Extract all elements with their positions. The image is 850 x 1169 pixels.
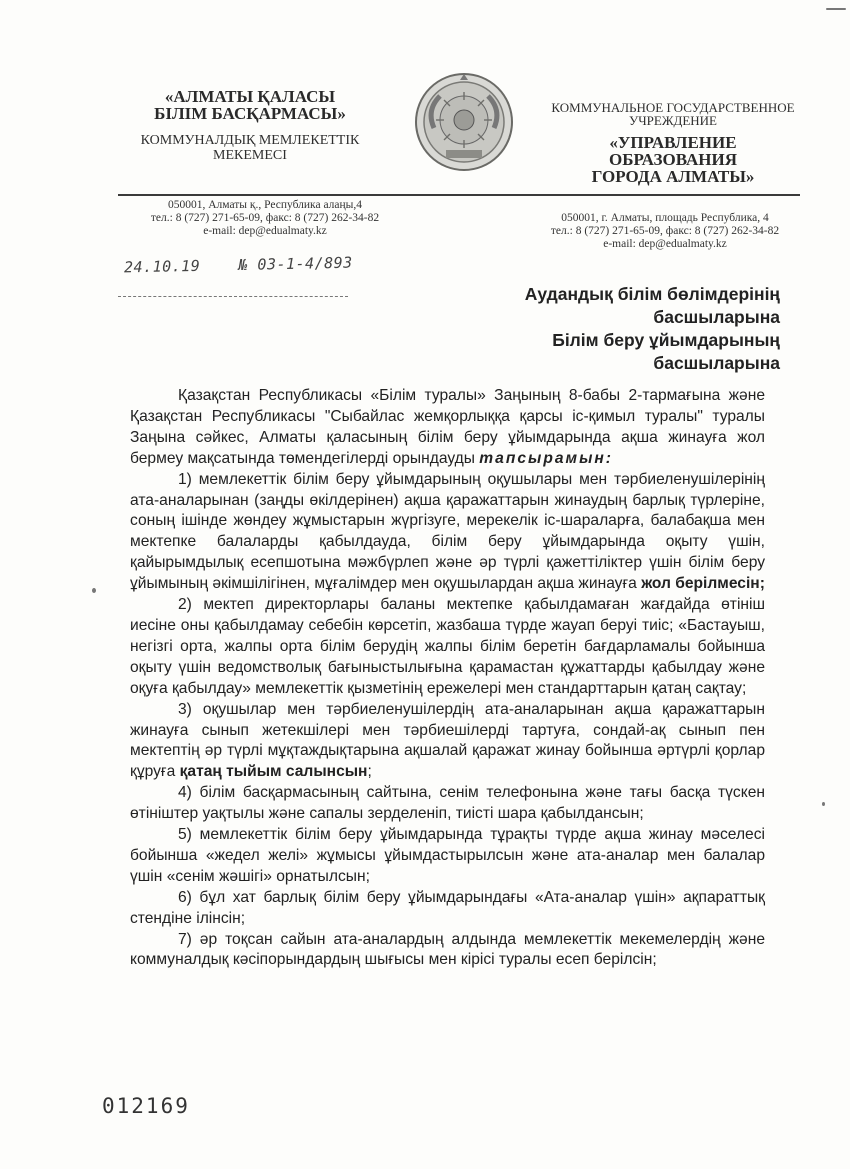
list-item-1 (130, 470, 765, 595)
registration-number: № 03-1-4/893 (238, 253, 353, 274)
list-item-2-text: 2) мектеп директорлары баланы мектепке қабылдамаған жағдайда өтініш иесіне оны қабылдамау себебін көрсетіп, жазбаша түрде жауап беруі тиіс; «Бастауыш, негізгі орта, жалпы орта білім берудің жалпы білім беретін бағдарламалы бойынша оқыту үшін ведомстволық бағыныстылығына қарамастан құжаттарды қабылдау және оқуға қабылдау» мемлекеттік қызметінің ережелері мен стандарттарын қатаң сақтау; (130, 596, 765, 697)
scan-speck (92, 588, 96, 593)
list-item-6 (130, 888, 765, 930)
registration-stamp (124, 254, 353, 277)
org-name-kz-line1: «АЛМАТЫ ҚАЛАСЫ (164, 87, 336, 106)
list-item-3-text: 3) оқушылар мен тәрбиеленушілердің ата-аналарынан ақша қаражаттарын жинауға сынып жетекшілері мен тәрбиешілерді тартуға, сондай-ақ сынып пен мектептің әр түрлі мұқтаждықтарына ақшалай қаражат жинау бойынша әртүрлі қорлар құруға (130, 700, 765, 781)
address-kz-line2: тел.: 8 (727) 271-65-09, факс: 8 (727) 262-34-82 (150, 212, 380, 224)
scan-speck (822, 802, 825, 806)
address-kz-line1: 050001, Алматы қ., Республика алаңы,4 (167, 199, 363, 211)
org-name-kz-line2: БІЛІМ БАСҚАРМАСЫ» (154, 104, 346, 123)
org-name-kz (120, 88, 380, 122)
recipient-line-4: басшыларына (653, 353, 780, 373)
scan-speck (826, 8, 846, 10)
org-type-kz-line2: МЕКЕМЕСІ (213, 148, 287, 163)
intro-directive: тапсырамын: (479, 449, 613, 467)
list-item-5-text: 5) мемлекеттік білім беру ұйымдарында тұрақты түрде ақша жинау мәселесі бойынша «жедел желі» жұмысы ұйымдастырылсын және ата-аналар мен балалар үшін «сенім жәшігі» орнатылсын; (130, 826, 765, 885)
org-name-ru (548, 134, 798, 185)
list-item-3 (130, 700, 765, 784)
address-ru-email: e-mail: dep@edualmaty.kz (603, 238, 727, 250)
list-item-2 (130, 595, 765, 700)
org-name-ru-line1: «УПРАВЛЕНИЕ ОБРАЗОВАНИЯ (609, 133, 737, 169)
org-type-kz-line1: КОММУНАЛДЫҚ МЕМЛЕКЕТТІК (140, 133, 360, 148)
recipient-line-1: Аудандық білім бөлімдерінің (524, 284, 780, 304)
list-item-5 (130, 825, 765, 888)
recipient-line-2: басшыларына (653, 307, 780, 327)
org-type-kz (120, 133, 380, 163)
list-item-4-text: 4) білім басқармасының сайтына, сенім телефонына және тағы басқа түскен өтініштер уақтылы және сапалы зерделеніп, тиісті шара қабылдансын; (130, 784, 765, 823)
registration-date: 24.10.19 (123, 256, 201, 277)
address-ru-line1: 050001, г. Алматы, площадь Республика, 4 (561, 212, 769, 224)
intro-text: Қазақстан Республикасы «Білім туралы» Заңының 8-бабы 2-тармағына және Қазақстан Республикасы "Сыбайлас жемқорлыққа қарсы іс-қимыл туралы" туралы Заңына сәйкес, Алматы қаласының білім беру ұйымдарында ақша жинауға жол бермеу мақсатында төмендегілерді орындауды (130, 387, 765, 467)
document-serial-number: 012169 (102, 1094, 190, 1118)
address-ru-line2: тел.: 8 (727) 271-65-09, факс: 8 (727) 262-34-82 (550, 225, 780, 237)
list-item-7 (130, 930, 765, 972)
list-item-1-emphasis: жол берілмесін; (641, 575, 765, 593)
list-item-4 (130, 783, 765, 825)
registration-underline (118, 296, 348, 297)
recipients-block (480, 283, 780, 375)
address-kz (120, 199, 410, 238)
address-ru (520, 212, 810, 251)
letter-body (130, 386, 765, 971)
list-item-1-text: 1) мемлекеттік білім беру ұйымдарының оқушылары мен тәрбиеленушілерінің ата-аналарынан (заңды өкілдерінен) ақша қаражаттарын жинаудың барлық түрлеріне, соның ішінде жөндеу жұмыстарын жүргізуге, мерекелік іс-шараларға, балабақша мен мектепке балаларды қабылдауда, білім беру ұйымдарында оқыту үшін, қайырымдылық есепшотына мәжбүрлеп және әр түрлі қажеттіліктер үшін білім беру ұйымының әкімшілігінен, мұғалімдер мен оқушылардан ақша жинауға (130, 470, 765, 593)
org-type-ru-line2: УЧРЕЖДЕНИЕ (629, 113, 717, 128)
header-divider (118, 194, 800, 196)
list-item-3-tail: ; (367, 763, 372, 781)
org-type-ru-line1: КОММУНАЛЬНОЕ ГОСУДАРСТВЕННОЕ (551, 100, 795, 115)
org-name-ru-line2: ГОРОДА АЛМАТЫ» (591, 167, 755, 186)
org-type-ru (548, 101, 798, 127)
address-kz-email: e-mail: dep@edualmaty.kz (203, 225, 327, 237)
recipient-line-3: Білім беру ұйымдарының (552, 330, 780, 350)
list-item-3-emphasis: қатаң тыйым салынсын (179, 763, 368, 781)
state-emblem-icon (412, 70, 516, 174)
list-item-6-text: 6) бұл хат барлық білім беру ұйымдарындағы «Ата-аналар үшін» ақпараттық стендіне ілінсін; (130, 888, 765, 927)
list-item-7-text: 7) әр тоқсан сайын ата-аналардың алдында мемлекеттік мекемелердің және коммуналдық кәсіпорындардың шығысы мен кірісі туралы есеп берілсін; (130, 930, 765, 969)
intro-paragraph (130, 386, 765, 470)
